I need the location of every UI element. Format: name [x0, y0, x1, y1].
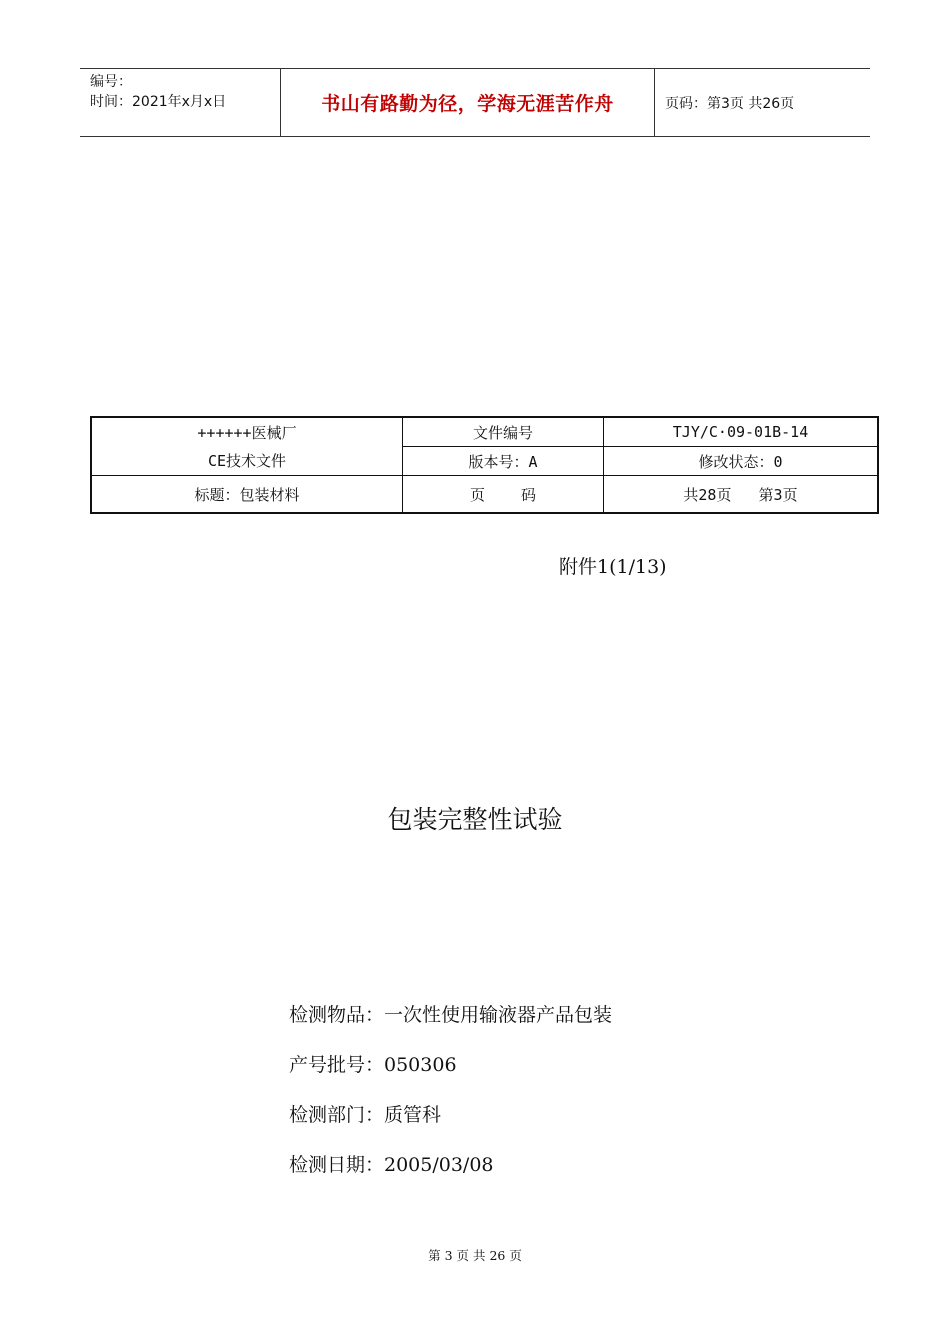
title-cell: 标题：包装材料	[91, 476, 403, 514]
page-value-cell: 共28页 第3页	[604, 476, 879, 514]
header-motto-cell	[281, 69, 655, 136]
document-info-table	[90, 416, 879, 514]
factory-name: ++++++医械厂	[197, 423, 297, 442]
page-footer: 第 3 页 共 26 页	[428, 1248, 522, 1263]
file-no-value: TJY/C·09-01B-14	[604, 417, 879, 447]
revision-cell: 修改状态：0	[604, 447, 879, 476]
factory-cell	[91, 417, 403, 476]
header-left-cell	[80, 69, 281, 136]
page-header	[80, 68, 870, 137]
header-page-info: 页码：第3页 共26页	[665, 95, 795, 112]
doc-type: CE技术文件	[207, 451, 287, 470]
motto-text: 书山有路勤为径，学海无涯苦作舟	[321, 93, 614, 115]
inspection-fields	[289, 1000, 612, 1200]
page-label-cell: 页 码	[403, 476, 604, 514]
field-item: 检测物品：一次性使用输液器产品包装	[289, 1004, 613, 1026]
version-cell: 版本号：A	[403, 447, 604, 476]
time-label: 时间：2021年x月x日	[90, 94, 227, 110]
field-batch: 产号批号：050306	[289, 1054, 457, 1076]
document-title: 包装完整性试验	[387, 805, 563, 834]
field-department: 检测部门：质管科	[289, 1104, 442, 1126]
field-date: 检测日期：2005/03/08	[289, 1154, 494, 1176]
number-label: 编号：	[90, 74, 132, 90]
file-no-label: 文件编号	[403, 417, 604, 447]
attachment-label: 附件1(1/13)	[559, 556, 667, 578]
